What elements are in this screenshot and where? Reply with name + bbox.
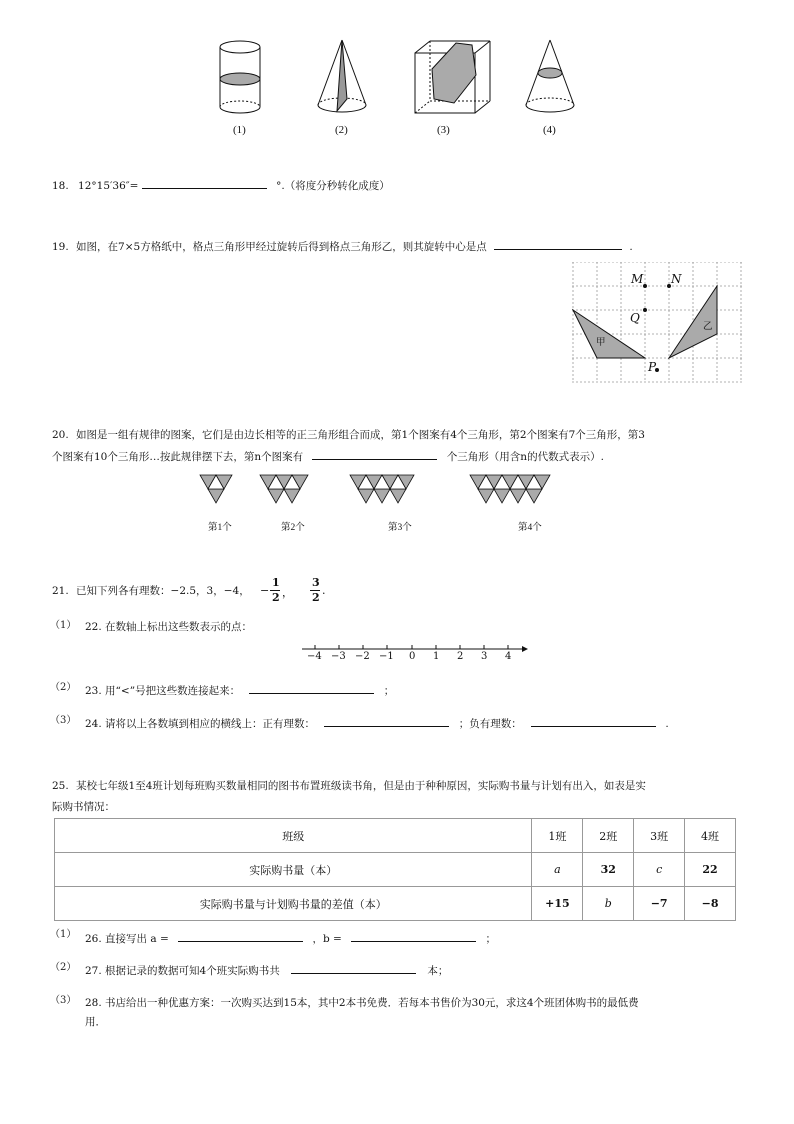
subquestion-number: （1） <box>50 620 77 631</box>
question-number: 19. <box>52 241 69 253</box>
answer-blank-negative[interactable] <box>531 716 656 727</box>
table-cell: 32 <box>583 853 634 887</box>
tick-label: −2 <box>355 651 370 662</box>
question-19 <box>52 239 633 254</box>
tick-label: −4 <box>307 651 322 662</box>
subquestion-number: （1） <box>50 929 77 940</box>
pattern-caption-4: 第4个 <box>518 523 542 533</box>
figure-caption-4: (4) <box>543 124 556 136</box>
question-text: 已知下列各有理数：−2.5，3，−4， <box>76 585 250 597</box>
subquestion-26 <box>85 931 496 946</box>
purchase-table <box>54 818 736 921</box>
figure-caption-3: (3) <box>437 124 450 136</box>
figure-caption-2: (2) <box>335 124 348 136</box>
subquestion-22: 22. 在数轴上标出这些数表示的点： <box>85 621 253 633</box>
answer-blank-positive[interactable] <box>324 716 449 727</box>
point-q-label: Q <box>630 311 640 325</box>
subquestion-text: 26. 直接写出 a = <box>85 933 169 945</box>
table-cell: −7 <box>634 887 685 921</box>
table-cell: b <box>583 887 634 921</box>
point-p-label: P <box>648 360 657 374</box>
pattern-caption-3: 第3个 <box>388 523 412 533</box>
fraction-numerator: 1 <box>272 576 280 589</box>
tick-label: 1 <box>433 651 440 662</box>
figure-caption-1: (1) <box>233 124 246 136</box>
table-header-cell: 3班 <box>634 819 685 853</box>
question-text: 如图，在7×5方格纸中，格点三角形甲经过旋转后得到格点三角形乙，则其旋转中心是点 <box>76 241 487 253</box>
table-header-cell: 班级 <box>55 819 532 853</box>
tick-label: 0 <box>409 651 416 662</box>
subquestion-28-line2: 用． <box>85 1016 106 1028</box>
question-end: . <box>629 241 633 253</box>
number-line-ticks <box>300 651 530 665</box>
triangle-patterns <box>195 470 605 514</box>
tick-label: 4 <box>505 651 512 662</box>
table-row <box>55 887 736 921</box>
table-cell: 实际购书量与计划购书量的差值（本） <box>55 887 532 921</box>
tick-label: 3 <box>481 651 488 662</box>
question-21 <box>52 584 250 598</box>
table-header-cell: 2班 <box>583 819 634 853</box>
table-header-cell: 1班 <box>532 819 583 853</box>
question-18 <box>52 178 390 193</box>
subquestion-end: 本； <box>427 965 449 977</box>
pattern-caption-1: 第1个 <box>208 523 232 533</box>
answer-blank[interactable] <box>142 178 267 189</box>
subquestion-text: 23. 用“<”号把这些数连接起来： <box>85 685 241 697</box>
table-row <box>55 853 736 887</box>
triangle-jia-label: 甲 <box>596 337 606 348</box>
subquestion-number: （2） <box>50 962 77 973</box>
subquestion-text: 27. 根据记录的数据可知4个班实际购书共 <box>85 965 280 977</box>
cylinder-figure <box>220 41 260 113</box>
question-text: 如图是一组有规律的图案，它们是由边长相等的正三角形组合而成，第1个图案有4个三角形，第2个图案有7个三角形，第3 <box>76 429 645 441</box>
table-cell: 22 <box>685 853 736 887</box>
answer-blank-b[interactable] <box>351 931 476 942</box>
subquestion-24 <box>85 716 669 731</box>
point-m <box>643 284 647 288</box>
grid-figure <box>572 262 744 384</box>
question-25-line2: 际购书情况： <box>52 801 115 813</box>
point-m-label: M <box>631 272 644 286</box>
question-text: 某校七年级1至4班计划每班购买数量相同的图书布置班级读书角，但是由于种种原因，实际购书量与计划有出入，如表是实 <box>76 780 646 792</box>
subquestion-end: ； <box>485 933 497 945</box>
question-number: 25. <box>52 780 69 792</box>
tick-label: −1 <box>379 651 394 662</box>
subquestion-end: . <box>665 718 669 730</box>
cone-section-figure <box>318 40 366 112</box>
cone-circle-figure <box>526 40 574 112</box>
question-20-line1 <box>52 428 645 442</box>
question-number: 18. <box>52 180 69 192</box>
table-cell: c <box>634 853 685 887</box>
question-text-end: 个三角形（用含n的代数式表示）. <box>446 451 604 463</box>
subquestion-end: ； <box>383 685 395 697</box>
subquestion-text: ，b = <box>312 933 342 945</box>
question-expr: 12°15′36″= <box>78 180 139 192</box>
answer-blank-a[interactable] <box>178 931 303 942</box>
subquestion-number: （3） <box>50 995 77 1006</box>
question-number: 20. <box>52 429 69 441</box>
point-q <box>643 308 647 312</box>
fraction-denominator: 2 <box>312 591 320 604</box>
fraction-denominator: 2 <box>272 591 280 604</box>
table-cell: 实际购书量（本） <box>55 853 532 887</box>
point-n-label: N <box>671 272 682 286</box>
tick-label: 2 <box>457 651 464 662</box>
triangle-yi-label: 乙 <box>703 321 713 332</box>
question-20-line2 <box>52 449 604 464</box>
subquestion-28-line1: 28. 书店给出一种优惠方案：一次购买达到15本，其中2本书免费．若每本书售价为30元，求这4个班团体购书的最低费 <box>85 997 639 1009</box>
subquestion-23 <box>85 683 394 698</box>
answer-blank[interactable] <box>494 239 622 250</box>
cube-section-figure <box>415 41 490 113</box>
pattern-caption-2: 第2个 <box>281 523 305 533</box>
question-number: 21. <box>52 585 69 597</box>
table-header-cell: 4班 <box>685 819 736 853</box>
answer-blank[interactable] <box>312 449 437 460</box>
subquestion-number: （3） <box>50 715 77 726</box>
table-cell: +15 <box>532 887 583 921</box>
question-25-line1 <box>52 779 646 793</box>
table-cell: −8 <box>685 887 736 921</box>
table-row <box>55 819 736 853</box>
table-cell: a <box>532 853 583 887</box>
subquestion-27 <box>85 963 448 978</box>
subquestion-text: 24. 请将以上各数填到相应的横线上：正有理数： <box>85 718 316 730</box>
question-text: 个图案有10个三角形…按此规律摆下去，第n个图案有 <box>52 451 304 463</box>
question-suffix: °.（将度分秒转化成度） <box>276 180 390 192</box>
fraction-numerator: 3 <box>312 576 320 589</box>
tick-label: −3 <box>331 651 346 662</box>
answer-blank[interactable] <box>249 683 374 694</box>
subquestion-number: （2） <box>50 682 77 693</box>
answer-blank[interactable] <box>291 963 416 974</box>
solid-figures <box>200 35 590 135</box>
subquestion-text: ；负有理数： <box>458 718 522 730</box>
